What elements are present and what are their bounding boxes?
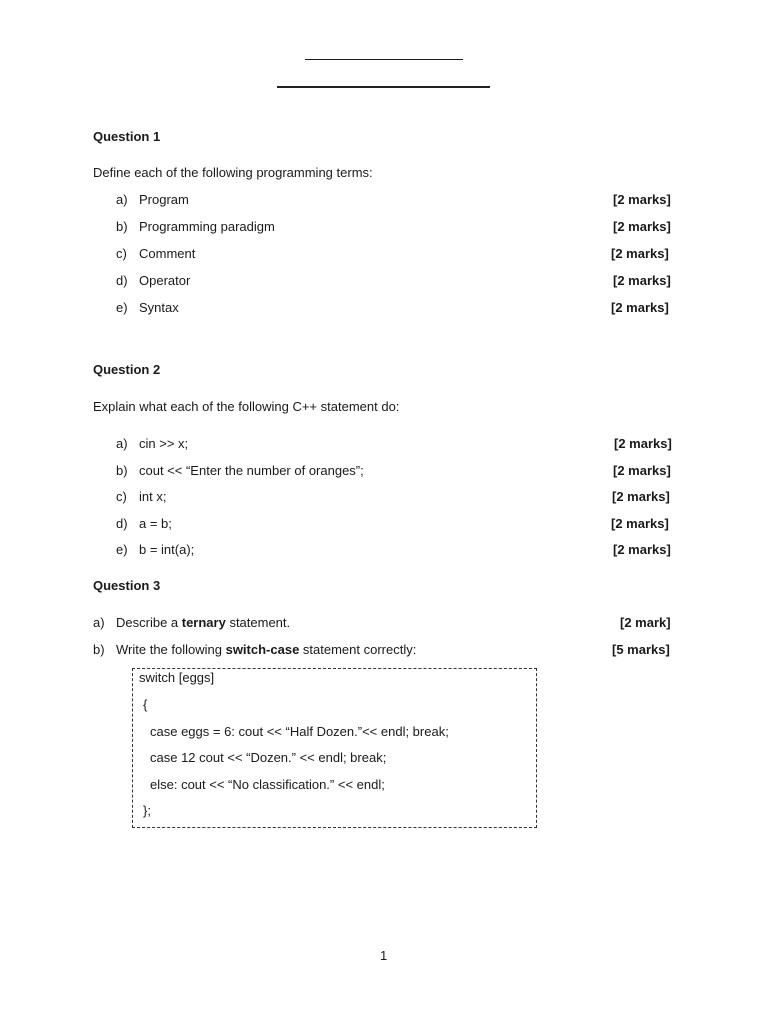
item-text: Program xyxy=(139,192,189,207)
page-number: 1 xyxy=(380,948,388,963)
code-line: case eggs = 6: cout << “Half Dozen.”<< endl; break; xyxy=(150,724,449,739)
question-1-title: Question 1 xyxy=(93,129,161,144)
item-label: b) xyxy=(116,219,128,234)
item-label: c) xyxy=(116,489,127,504)
code-box xyxy=(132,668,537,828)
item-marks: [2 marks] xyxy=(611,300,669,315)
item-text: Syntax xyxy=(139,300,179,315)
item-marks: [2 marks] xyxy=(613,463,671,478)
question-1-intro: Define each of the following programming terms: xyxy=(93,165,373,180)
header-rule-short xyxy=(305,59,463,60)
item-marks: [5 marks] xyxy=(612,642,670,657)
item-marks: [2 marks] xyxy=(611,246,669,261)
item-text: Comment xyxy=(139,246,196,261)
item-label: c) xyxy=(116,246,127,261)
code-line: switch [eggs] xyxy=(139,670,215,685)
item-label: a) xyxy=(116,436,128,451)
item-label: b) xyxy=(93,642,105,657)
item-marks: [2 marks] xyxy=(611,516,669,531)
header-rule-long xyxy=(277,86,490,88)
item-label: a) xyxy=(116,192,128,207)
item-marks: [2 marks] xyxy=(614,436,672,451)
item-text-pre: Describe a xyxy=(116,615,182,630)
item-text: cout << “Enter the number of oranges”; xyxy=(139,463,364,478)
item-label: d) xyxy=(116,273,128,288)
item-text: a = b; xyxy=(139,516,172,531)
item-label: a) xyxy=(93,615,105,630)
item-text: cin >> x; xyxy=(139,436,189,451)
item-text: Programming paradigm xyxy=(139,219,275,234)
item-text: b = int(a); xyxy=(139,542,195,557)
code-line: case 12 cout << “Dozen.” << endl; break; xyxy=(150,750,387,765)
item-text xyxy=(116,642,416,657)
item-marks: [2 marks] xyxy=(613,219,671,234)
item-text-bold: ternary xyxy=(181,615,226,630)
code-line: { xyxy=(143,697,148,712)
item-text-post: statement. xyxy=(225,615,291,630)
item-marks: [2 mark] xyxy=(620,615,671,630)
question-2-intro: Explain what each of the following C++ statement do: xyxy=(93,399,400,414)
question-2-title: Question 2 xyxy=(93,362,161,377)
item-text-post: statement correctly: xyxy=(299,642,417,657)
item-text: Operator xyxy=(139,273,191,288)
item-text: int x; xyxy=(139,489,167,504)
item-marks: [2 marks] xyxy=(613,542,671,557)
item-label: d) xyxy=(116,516,128,531)
code-line: }; xyxy=(143,803,151,818)
item-marks: [2 marks] xyxy=(613,192,671,207)
item-label: b) xyxy=(116,463,128,478)
item-marks: [2 marks] xyxy=(612,489,670,504)
item-label: e) xyxy=(116,300,128,315)
item-text xyxy=(116,615,290,630)
item-text-pre: Write the following xyxy=(116,642,226,657)
item-label: e) xyxy=(116,542,128,557)
item-text-bold: switch-case xyxy=(225,642,300,657)
question-3-title: Question 3 xyxy=(93,578,161,593)
item-marks: [2 marks] xyxy=(613,273,671,288)
code-line: else: cout << “No classification.” << endl; xyxy=(150,777,385,792)
